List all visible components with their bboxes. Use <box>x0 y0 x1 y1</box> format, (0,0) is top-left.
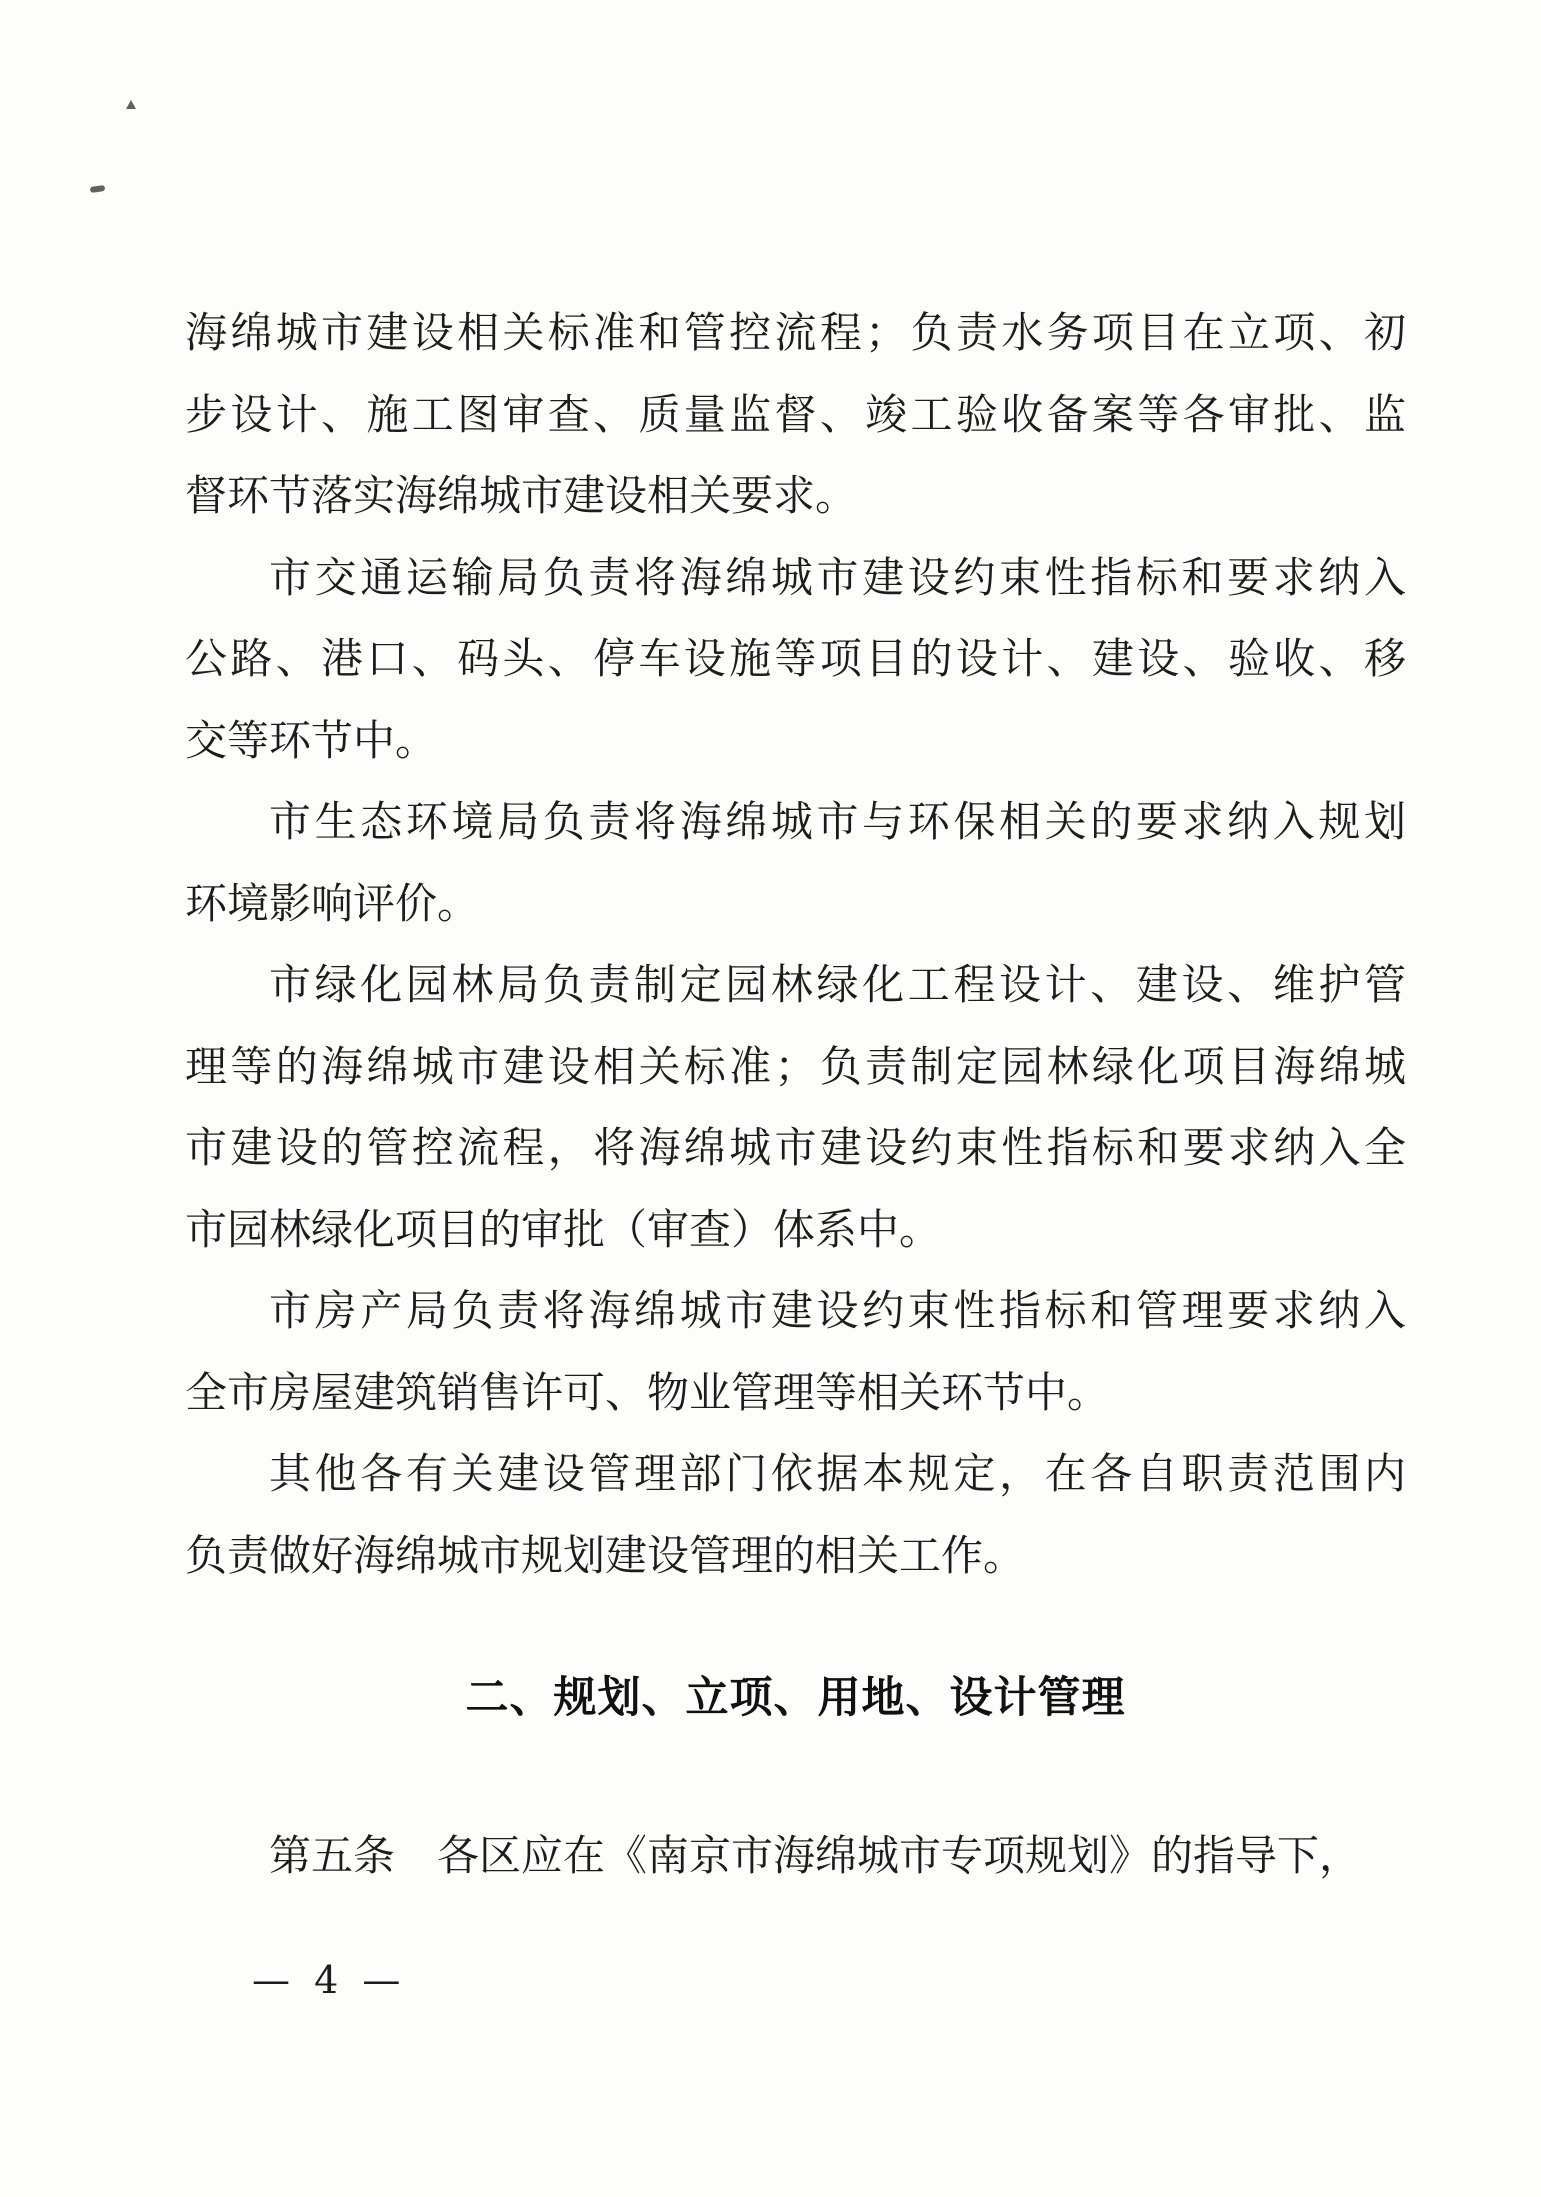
scan-artifact-speck-1 <box>126 100 136 109</box>
page-number: — 4 — <box>252 1958 407 2002</box>
body-line: 步设计、施工图审查、质量监督、竣工验收备案等各审批、监 <box>185 389 1406 439</box>
article-five-line: 第五条 各区应在《南京市海绵城市专项规划》的指导下， <box>269 1830 1362 1880</box>
document-body <box>185 292 1406 1896</box>
body-line: 市园林绿化项目的审批（审查）体系中。 <box>185 1204 942 1254</box>
body-line: 市建设的管控流程，将海绵城市建设约束性指标和要求纳入全 <box>185 1123 1406 1172</box>
body-line: 交等环节中。 <box>185 715 438 765</box>
body-line: 负责做好海绵城市规划建设管理的相关工作。 <box>185 1530 1026 1580</box>
body-line: 市交通运输局负责将海绵城市建设约束性指标和要求纳入 <box>269 552 1406 602</box>
body-line: 督环节落实海绵城市建设相关要求。 <box>185 471 858 520</box>
body-line: 市绿化园林局负责制定园林绿化工程设计、建设、维护管 <box>269 960 1406 1009</box>
body-line: 其他各有关建设管理部门依据本规定，在各自职责范围内 <box>269 1449 1406 1498</box>
scan-artifact-speck-2 <box>90 185 106 193</box>
body-line: 公路、港口、码头、停车设施等项目的设计、建设、验收、移 <box>185 634 1406 683</box>
body-line: 海绵城市建设相关标准和管控流程；负责水务项目在立项、初 <box>185 308 1406 357</box>
body-line: 全市房屋建筑销售许可、物业管理等相关环节中。 <box>185 1367 1110 1417</box>
body-line: 市房产局负责将海绵城市建设约束性指标和管理要求纳入 <box>269 1286 1406 1335</box>
body-line: 环境影响评价。 <box>185 878 480 928</box>
section-heading: 二、规划、立项、用地、设计管理 <box>465 1673 1126 1723</box>
body-line: 市生态环境局负责将海绵城市与环保相关的要求纳入规划 <box>269 797 1406 846</box>
body-line: 理等的海绵城市建设相关标准；负责制定园林绿化项目海绵城 <box>185 1041 1406 1091</box>
